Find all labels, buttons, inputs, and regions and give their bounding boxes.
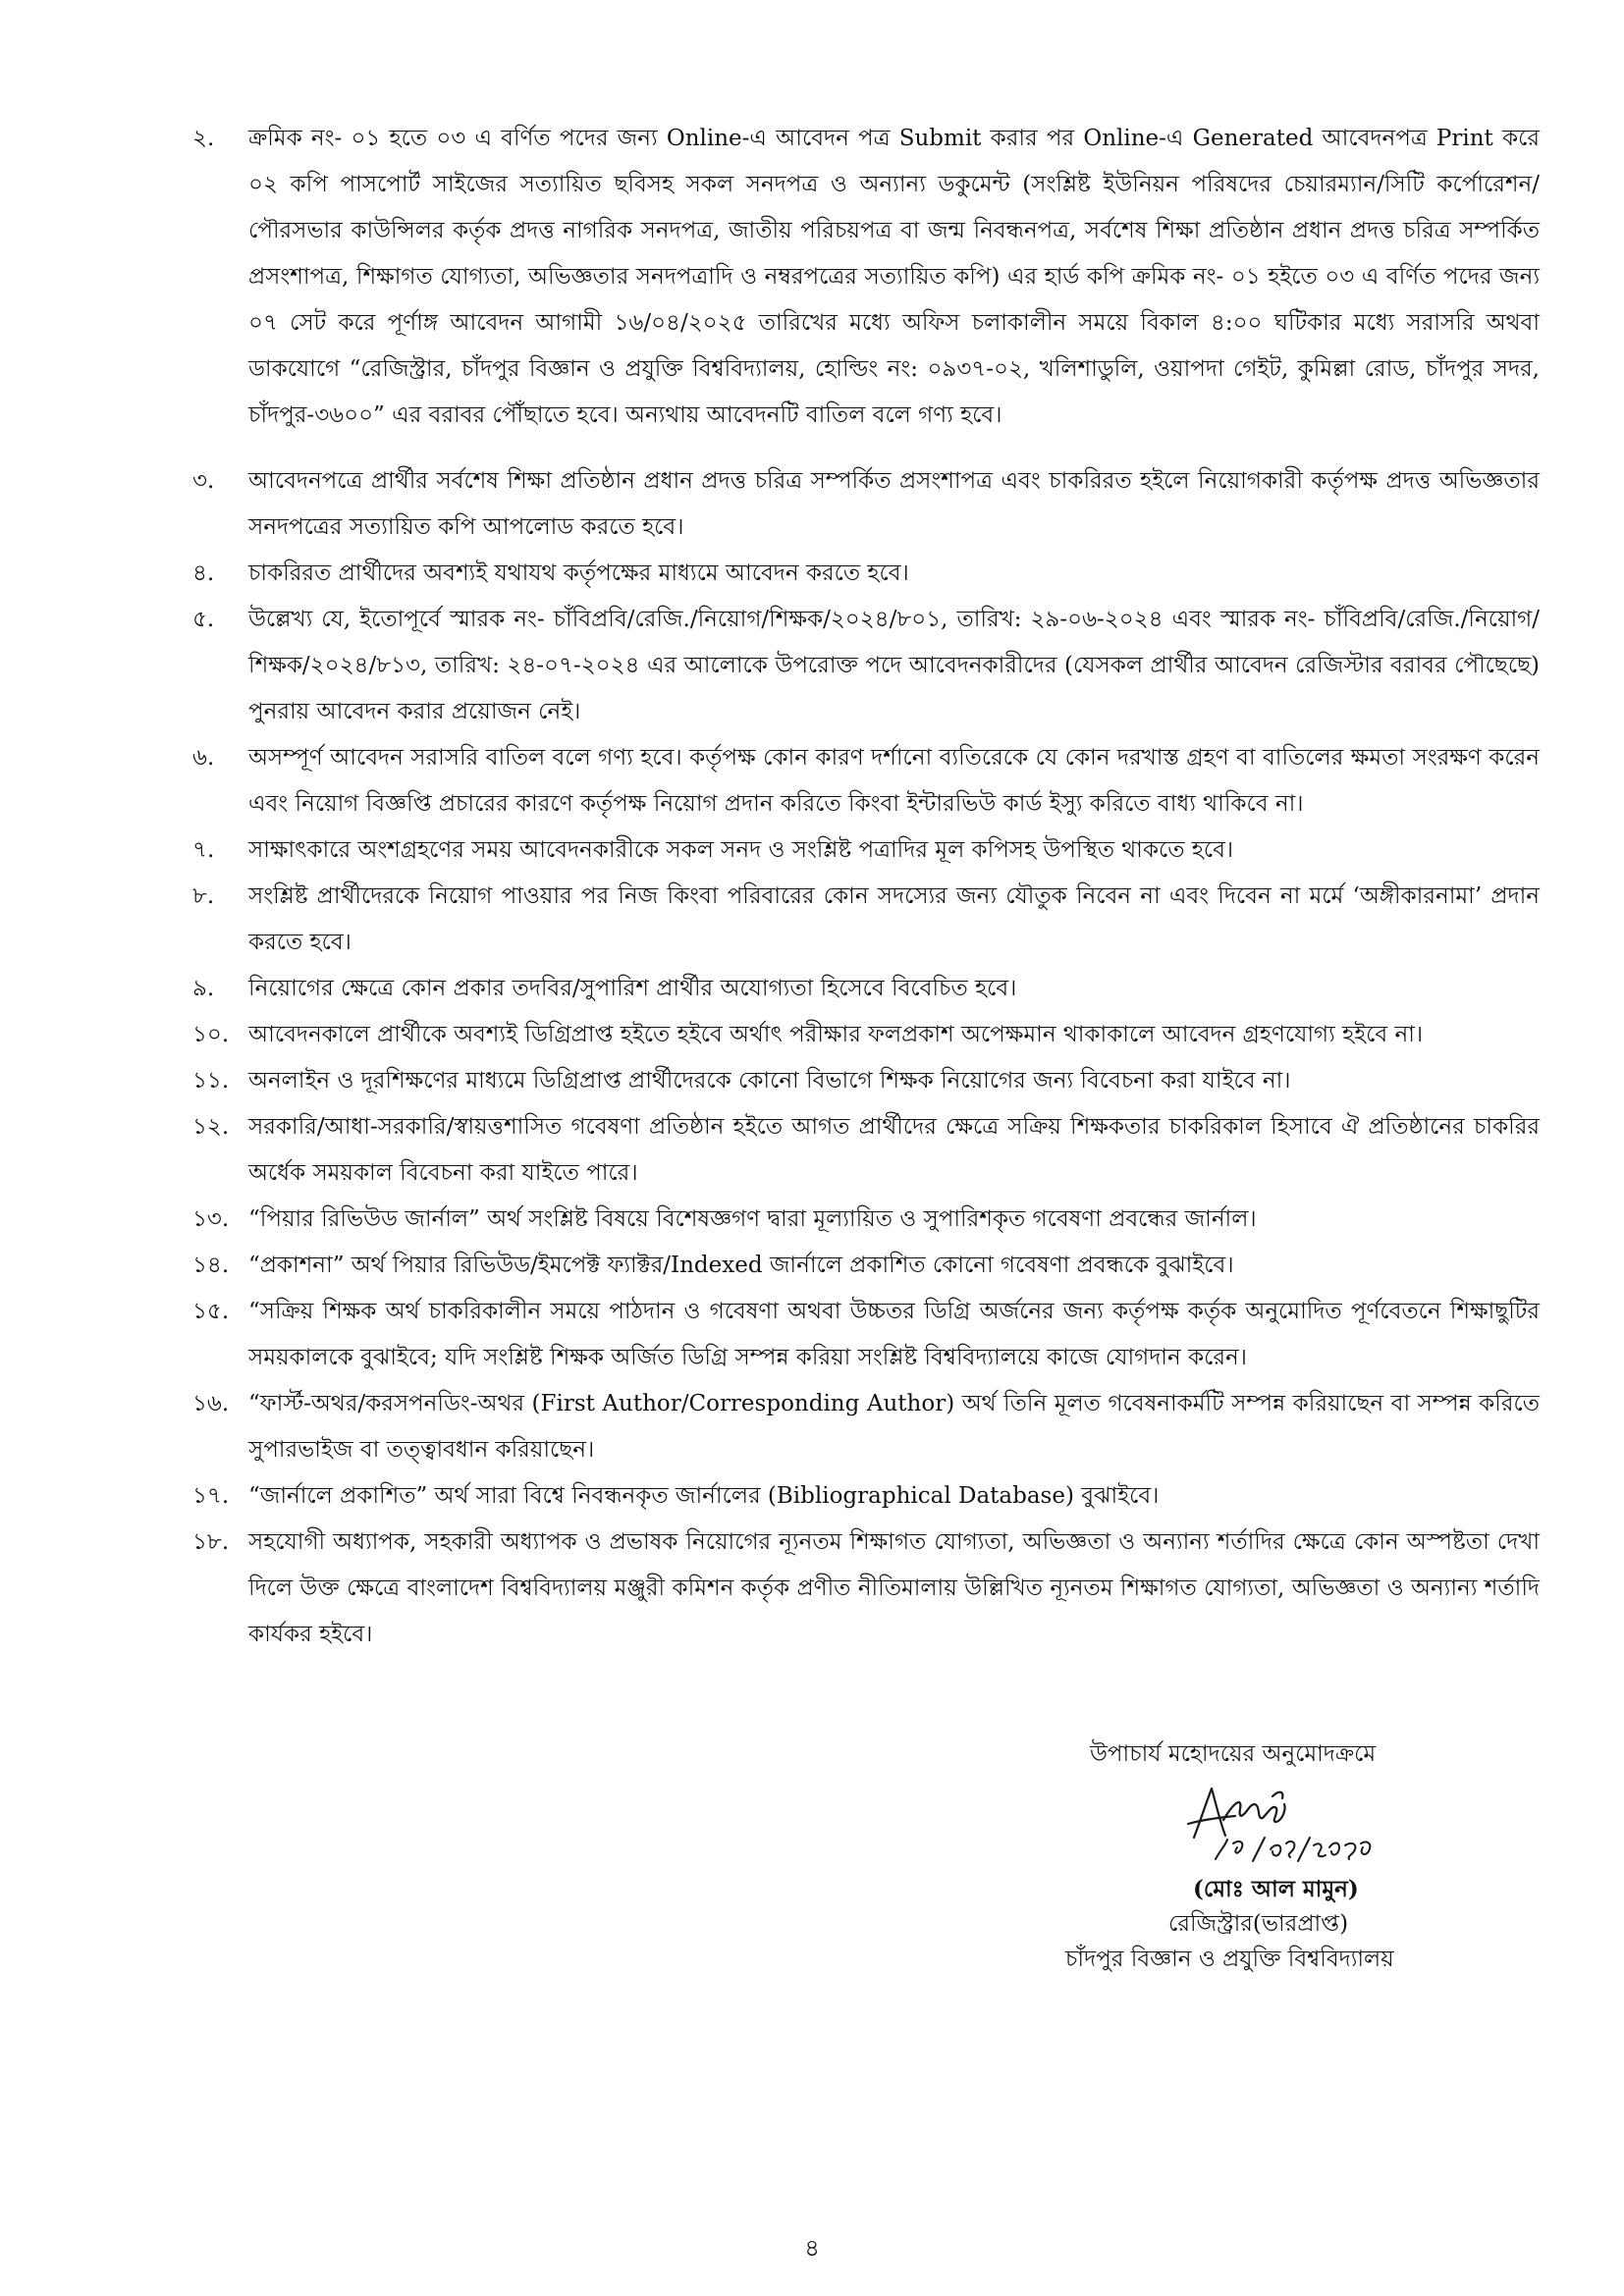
item-text: সরকারি/আধা-সরকারি/স্বায়ত্তশাসিত গবেষণা প্রতিষ্ঠান হইতে আগত প্রার্থীদের ক্ষেত্রে সক্রিয় শিক্ষকতার চাকরিকাল হিসাবে ঐ প্রতিষ্ঠানের চাকরির অর্ধেক সময়কাল বিবেচনা করা যাইতে পারে। xyxy=(248,1114,1540,1186)
handwritten-signature xyxy=(1176,1781,1502,1875)
list-item xyxy=(192,828,1540,874)
list-item xyxy=(192,1381,1540,1473)
list-item xyxy=(192,597,1540,735)
signatory-organization: চাঁদপুর বিজ্ঞান ও প্রযুক্তি বিশ্ববিদ্যালয় xyxy=(1065,1947,1394,1972)
item-text: চাকরিরত প্রার্থীদের অবশ্যই যথাযথ কর্তৃপক্ষের মাধ্যমে আবেদন করতে হবে। xyxy=(248,561,909,586)
item-number: ৮. xyxy=(192,883,215,909)
item-text: অসম্পূর্ণ আবেদন সরাসরি বাতিল বলে গণ্য হবে। কর্তৃপক্ষ কোন কারণ দর্শানো ব্যতিরেকে যে কোন দরখাস্ত গ্রহণ বা বাতিলের ক্ষমতা সংরক্ষণ করেন এবং নিয়োগ বিজ্ঞপ্তি প্রচারের কারণে কর্তৃপক্ষ নিয়োগ প্রদান করিতে কিংবা ইন্টারভিউ কার্ড ইস্যু করিতে বাধ্য থাকিবে না। xyxy=(248,745,1540,817)
item-number: ৬. xyxy=(192,745,215,771)
approval-line: উপাচার্য মহোদয়ের অনুমোদক্রমে xyxy=(1090,1741,1377,1767)
list-item xyxy=(192,1520,1540,1658)
list-item xyxy=(192,1243,1540,1289)
signatory-title: রেজিস্ট্রার(ভারপ্রাপ্ত) xyxy=(1168,1911,1349,1937)
item-number: ১৫. xyxy=(192,1299,230,1324)
list-item xyxy=(192,116,1540,439)
list-item xyxy=(192,1012,1540,1058)
item-number: ১২. xyxy=(192,1114,230,1140)
item-text: উল্লেখ্য যে, ইতোপূর্বে স্মারক নং- চাঁবিপ্রবি/রেজি./নিয়োগ/শিক্ষক/২০২৪/৮০১, তারিখ: ২৯-০৬-২০২৪ এবং স্মারক নং- চাঁবিপ্রবি/রেজি./নিয়োগ/শিক্ষক/২০২৪/৮১৩, তারিখ: ২৪-০৭-২০২৪ এর আলোকে উপরোক্ত পদে আবেদনকারীদের (যেসকল প্রার্থীর আবেদন রেজিস্টার বরাবর পৌছেছে) পুনরায় আবেদন করার প্রয়োজন নেই। xyxy=(248,607,1540,724)
item-number: ১১. xyxy=(192,1068,230,1094)
item-number: ৫. xyxy=(192,607,215,632)
signature-block xyxy=(1065,1737,1502,1977)
item-text: নিয়োগের ক্ষেত্রে কোন প্রকার তদবির/সুপারিশ প্রার্থীর অযোগ্যতা হিসেবে বিবেচিত হবে। xyxy=(248,976,1017,1001)
item-number: ৩. xyxy=(192,468,215,494)
list-item xyxy=(192,458,1540,551)
page-number: ৪ xyxy=(804,2234,820,2262)
item-text: “ফার্স্ট-অথর/করসপনডিং-অথর (First Author/Corresponding Author) অর্থ তিনি মূলত গবেষনাকর্মটি সম্পন্ন করিয়াছেন বা সম্পন্ন করিতে সুপারভাইজ বা তত্ত্বাবধান করিয়াছেন। xyxy=(248,1391,1540,1463)
item-text: অনলাইন ও দূরশিক্ষণের মাধ্যমে ডিগ্রিপ্রাপ্ত প্রার্থীদেরকে কোনো বিভাগে শিক্ষক নিয়োগের জন্য বিবেচনা করা যাইবে না। xyxy=(248,1068,1291,1094)
item-text: ক্রমিক নং- ০১ হতে ০৩ এ বর্ণিত পদের জন্য Online-এ আবেদন পত্র Submit করার পর Online-এ Generated আবেদনপত্র Print করে ০২ কপি পাসপোর্ট সাইজের সত্যায়িত ছবিসহ সকল সনদপত্র ও অন্যান্য ডকুমেন্ট (সংশ্লিষ্ট ইউনিয়ন পরিষদের চেয়ারম্যান/সিটি কর্পোরেশন/পৌরসভার কাউন্সিলর কর্তৃক প্রদত্ত নাগরিক সনদপত্র, জাতীয় পরিচয়পত্র বা জন্ম নিবন্ধনপত্র, সর্বশেষ শিক্ষা প্রতিষ্ঠান প্রধান প্রদত্ত চরিত্র সম্পর্কিত প্রসংশাপত্র, শিক্ষাগত যোগ্যতা, অভিজ্ঞতার সনদপত্রাদি ও নম্বরপত্রের সত্যায়িত কপি) এর হার্ড কপি ক্রমিক নং- ০১ হইতে ০৩ এ বর্ণিত পদের জন্য ০৭ সেট করে পূর্ণাঙ্গ আবেদন আগামী ১৬/০৪/২০২৫ তারিখের মধ্যে অফিস চলাকালীন সময়ে বিকাল ৪:০০ ঘটিকার মধ্যে সরাসরি অথবা ডাকযোগে “রেজিস্ট্রার, চাঁদপুর বিজ্ঞান ও প্রযুক্তি বিশ্ববিদ্যালয়, হোল্ডিং নং: ০৯৩৭-০২, খলিশাডুলি, ওয়াপদা গেইট, কুমিল্লা রোড, চাঁদপুর সদর, চাঁদপুর-৩৬০০” এর বরাবর পৌঁছাতে হবে। অন্যথায় আবেদনটি বাতিল বলে গণ্য হবে। xyxy=(248,126,1540,428)
item-text: “পিয়ার রিভিউড জার্নাল” অর্থ সংশ্লিষ্ট বিষয়ে বিশেষজ্ঞগণ দ্বারা মূল্যায়িত ও সুপারিশকৃত গবেষণা প্রবন্ধের জার্নাল। xyxy=(248,1206,1257,1232)
item-number: ১৩. xyxy=(192,1206,230,1232)
list-item xyxy=(192,1058,1540,1104)
item-text: আবেদনকালে প্রার্থীকে অবশ্যই ডিগ্রিপ্রাপ্ত হইতে হইবে অর্থাৎ পরীক্ষার ফলপ্রকাশ অপেক্ষমান থাকাকালে আবেদন গ্রহণযোগ্য হইবে না। xyxy=(248,1022,1424,1047)
item-text: “প্রকাশনা” অর্থ পিয়ার রিভিউড/ইমপেক্ট ফ্যাক্টর/Indexed জার্নালে প্রকাশিত কোনো গবেষণা প্রবন্ধকে বুঝাইবে। xyxy=(248,1253,1234,1278)
item-number: ২. xyxy=(192,126,215,151)
item-number: ১৮. xyxy=(192,1529,230,1555)
item-text: “জার্নালে প্রকাশিত” অর্থ সারা বিশ্বে নিবন্ধনকৃত জার্নালের (Bibliographical Database) বুঝাইবে। xyxy=(248,1483,1160,1509)
signatory-name: (মোঃ আল মামুন) xyxy=(1193,1876,1359,1902)
list-item xyxy=(192,1104,1540,1197)
item-text: সংশ্লিষ্ট প্রার্থীদেরকে নিয়োগ পাওয়ার পর নিজ কিংবা পরিবারের কোন সদস্যের জন্য যৌতুক নিবেন না এবং দিবেন না মর্মে ‘অঙ্গীকারনামা’ প্রদান করতে হবে। xyxy=(248,883,1540,955)
list-item xyxy=(192,551,1540,597)
item-text: আবেদনপত্রে প্রার্থীর সর্বশেষ শিক্ষা প্রতিষ্ঠান প্রধান প্রদত্ত চরিত্র সম্পর্কিত প্রসংশাপত্র এবং চাকরিরত হইলে নিয়োগকারী কর্তৃপক্ষ প্রদত্ত অভিজ্ঞতার সনদপত্রের সত্যায়িত কপি আপলোড করতে হবে। xyxy=(248,468,1540,540)
item-text: সাক্ষাৎকারে অংশগ্রহণের সময় আবেদনকারীকে সকল সনদ ও সংশ্লিষ্ট পত্রাদির মূল কপিসহ উপস্থিত থাকতে হবে। xyxy=(248,837,1234,863)
list-item xyxy=(192,874,1540,966)
item-number: ১৬. xyxy=(192,1391,230,1416)
item-text: “সক্রিয় শিক্ষক অর্থ চাকরিকালীন সময়ে পাঠদান ও গবেষণা অথবা উচ্চতর ডিগ্রি অর্জনের জন্য কর্তৃপক্ষ কর্তৃক অনুমোদিত পূর্ণবেতনে শিক্ষাছুটির সময়কালকে বুঝাইবে; যদি সংশ্লিষ্ট শিক্ষক অর্জিত ডিগ্রি সম্পন্ন করিয়া সংশ্লিষ্ট বিশ্ববিদ্যালয়ে কাজে যোগদান করেন। xyxy=(248,1299,1540,1370)
list-item xyxy=(192,1473,1540,1520)
item-number: ৯. xyxy=(192,976,215,1001)
list-item xyxy=(192,1289,1540,1381)
item-number: ১৪. xyxy=(192,1253,230,1278)
item-number: ৭. xyxy=(192,837,215,863)
item-number: ১৭. xyxy=(192,1483,230,1509)
item-number: ১০. xyxy=(192,1022,230,1047)
list-item xyxy=(192,735,1540,828)
conditions-list xyxy=(192,116,1540,1658)
item-number: ৪. xyxy=(192,561,215,586)
item-text: সহযোগী অধ্যাপক, সহকারী অধ্যাপক ও প্রভাষক নিয়োগের ন্যূনতম শিক্ষাগত যোগ্যতা, অভিজ্ঞতা ও অন্যান্য শর্তাদির ক্ষেত্রে কোন অস্পষ্টতা দেখা দিলে উক্ত ক্ষেত্রে বাংলাদেশ বিশ্ববিদ্যালয় মঞ্জুরী কমিশন কর্তৃক প্রণীত নীতিমালায় উল্লিখিত ন্যূনতম শিক্ষাগত যোগ্যতা, অভিজ্ঞতা ও অন্যান্য শর্তাদি কার্যকর হইবে। xyxy=(248,1529,1540,1647)
list-item xyxy=(192,1197,1540,1243)
list-item xyxy=(192,966,1540,1012)
